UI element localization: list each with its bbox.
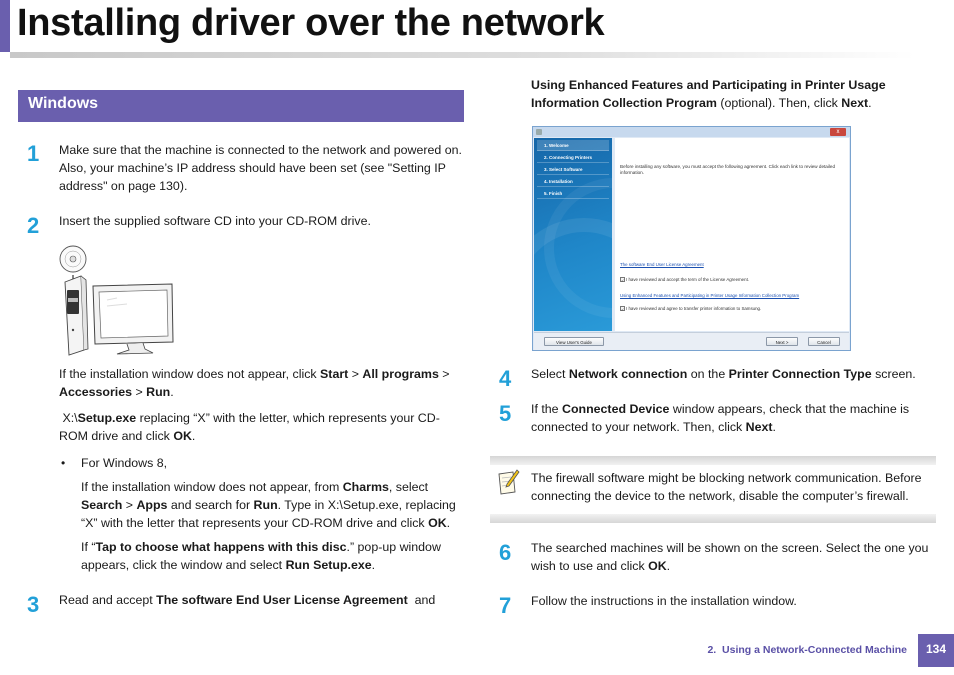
installer-content [615,138,849,331]
step-number-3: 3 [27,592,40,617]
text-run: . [371,558,376,572]
ui-term-tap-to-choose: Tap to choose what happens with this disc [95,540,347,554]
text-run: > [438,367,450,381]
windows8-charms-instruction [81,478,466,532]
windows8-popup-instruction [81,538,466,574]
cancel-button[interactable]: Cancel [808,337,840,346]
installer-nav-installation: 4. Installation [537,176,609,187]
text-run: . [772,420,776,434]
text-run: If “ [81,540,96,554]
step-6-text [531,539,936,575]
text-run: (optional). Then, click [716,96,842,110]
checkmark-icon: ✓ [621,307,625,312]
monitor-icon [93,284,173,354]
ui-term-accessories: Accessories [59,385,133,399]
step-number-4: 4 [499,366,512,391]
ui-term-all-programs: All programs [362,367,439,381]
text-run: . Type in X:\Setup.exe, replacing “X” with the letter that represents your CD-ROM drive and click [81,498,456,530]
text-run: > [122,498,137,512]
step-number-5: 5 [499,401,512,426]
ui-term-connected-device: Connected Device [562,402,670,416]
text-run: > [132,385,147,399]
text-run: . [868,96,872,110]
ui-term-ok: OK [648,559,667,573]
text-run: screen. [871,367,916,381]
ui-term-apps: Apps [136,498,168,512]
enhanced-features-link[interactable]: Using Enhanced Features and Participating in Printer Usage Information Collection Program [620,293,800,298]
note-pencil-icon [496,468,520,496]
step-2-setup-instruction [59,409,464,445]
step-number-2: 2 [27,213,40,238]
app-logo-icon [536,129,542,135]
ui-term-setup-exe: Setup.exe [77,411,137,425]
ui-term-ok: OK [173,429,192,443]
eula-link[interactable]: The software End User License Agreement [620,262,704,267]
left-accent-bar [0,0,10,52]
text-run: replacing “X” with the letter, which represents your CD-ROM drive and click [59,411,440,443]
text-run: X:\ [59,411,78,425]
installer-window-screenshot [532,126,851,351]
ui-term-next: Next [745,420,773,434]
cd-disc-icon [60,246,86,272]
next-button[interactable]: Next > [766,337,798,346]
ui-term-run-setup: Run Setup.exe [285,558,372,572]
installer-footer [534,332,849,350]
transfer-info-checkbox[interactable] [620,306,761,311]
ui-term-run: Run [253,498,278,512]
checkbox-label: I have reviewed and accept the term of the License Agreement. [626,277,750,282]
note-text: The firewall software might be blocking network communication. Before connecting the device to the network, disable the computer’s firewall. [531,471,922,503]
ui-term-next: Next [841,96,869,110]
text-run: on the [687,367,729,381]
note-border-top [490,456,936,465]
text-run: . [170,385,174,399]
step-1-text: Make sure that the machine is connected to the network and powered on. Also, your machine’s IP address should have been set (see "Setting IP address" on page 130). [59,143,462,193]
view-users-guide-button[interactable]: View User's Guide [544,337,604,346]
ui-term-printer-connection-type: Printer Connection Type [728,367,872,381]
text-run: . [191,429,196,443]
installer-nav-welcome: 1. Welcome [537,140,609,151]
text-run: If the installation window does not appear, click [59,367,321,381]
step-number-7: 7 [499,593,512,618]
installer-titlebar [533,127,850,137]
step-3-continued [531,76,936,112]
step-2-run-instruction [59,365,464,401]
text-run: If the installation window does not appear, from [81,480,343,494]
ui-term-search: Search [81,498,123,512]
text-run: The searched machines will be shown on the screen. Select the one you wish to use and click [531,541,929,573]
installer-sidebar [534,138,612,331]
note-border-bottom [490,514,936,523]
page-number: 134 [918,634,954,667]
installer-nav-finish: 5. Finish [537,188,609,199]
computer-tower-icon [65,276,88,355]
text-run: . [666,559,671,573]
ui-term-charms: Charms [342,480,389,494]
text-run: Read and accept [59,593,157,607]
checkmark-icon: ✓ [621,278,625,283]
ui-term-run: Run [146,385,171,399]
text-run: window appears, check that the machine is connected to your network. Then, click [531,402,910,434]
bullet-marker: • [61,456,66,470]
page-title: Installing driver over the network [17,2,605,44]
text-run: Select [531,367,569,381]
text-run: . [446,516,451,530]
installer-nav-connecting-printers: 2. Connecting Printers [537,152,609,163]
step-5-text [531,400,936,436]
step-3-text [59,591,464,609]
checkbox-label: I have reviewed and agree to transfer printer information to Samsung. [626,306,762,311]
windows8-bullet: For Windows 8, [81,456,168,470]
ui-term-network-connection: Network connection [568,367,688,381]
section-title: Windows [28,95,99,112]
installer-intro-text: Before installing any software, you must accept the following agreement. Click each link to review detailed information. [620,164,835,175]
text-run: , select [388,480,429,494]
close-icon[interactable]: x [830,128,846,136]
installer-nav-select-software: 3. Select Software [537,164,609,175]
ui-term-enhanced-features: Using Enhanced Features and Participating in Printer Usage Information Collection Program [531,78,886,110]
cd-insert-illustration [57,242,177,360]
accept-license-checkbox[interactable] [620,277,749,282]
ui-term-start: Start [320,367,349,381]
text-run: > [348,367,363,381]
step-7-text: Follow the instructions in the installation window. [531,594,797,608]
step-2-text: Insert the supplied software CD into your CD-ROM drive. [59,214,371,228]
step-number-1: 1 [27,141,40,166]
step-4-text [531,365,936,383]
text-run: .” pop-up window appears, click the window and select [81,540,441,572]
footer-chapter-title: 2. Using a Network-Connected Machine [707,644,907,656]
text-run: If the [531,402,562,416]
section-header-windows [18,90,464,122]
ui-term-eula: The software End User License Agreement [156,593,408,607]
step-number-6: 6 [499,540,512,565]
ui-term-ok: OK [428,516,447,530]
text-run: and search for [167,498,254,512]
text-run: and [407,593,436,607]
title-rule [10,52,915,58]
